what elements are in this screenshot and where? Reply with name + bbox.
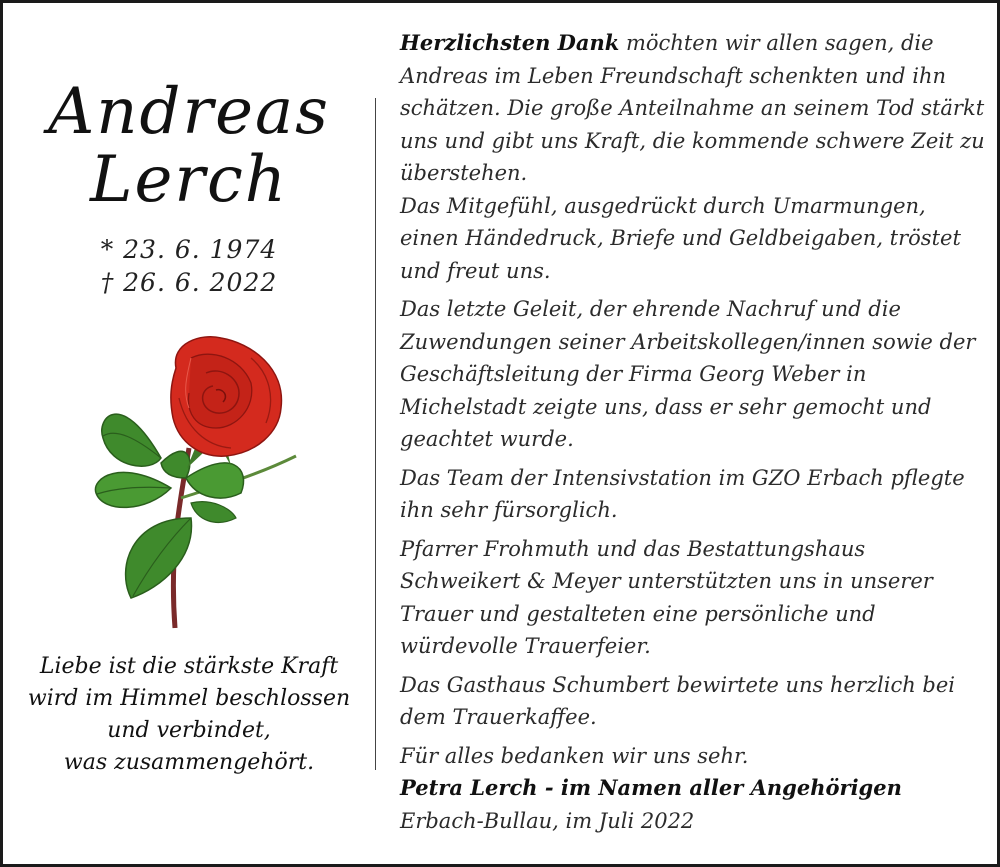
paragraph-sympathy: Das Mitgefühl, ausgedrückt durch Umarmungen, einen Händedruck, Briefe und Geldbeigaben, tröstet und freut uns.	[400, 193, 961, 283]
column-divider	[375, 98, 376, 770]
thanks-lead: Herzlichsten Dank	[400, 30, 620, 55]
thanks-text-rest: möchten wir allen sagen, die Andreas im Leben Freundschaft schenkten und ihn schätzen. Die große Anteilnahme an seinem Tod stärkt uns und gibt uns Kraft, die kommende schwere Zeit zu überstehen.	[400, 31, 985, 185]
red-rose-image	[91, 328, 306, 633]
left-column	[3, 3, 375, 864]
quote-line: und verbindet,	[107, 718, 271, 743]
place-date: Erbach-Bullau, im Juli 2022	[400, 808, 695, 833]
first-name: Andreas	[48, 75, 330, 149]
last-name: Lerch	[89, 143, 289, 217]
thanks-text	[400, 27, 990, 837]
quote-line: wird im Himmel beschlossen	[27, 686, 351, 711]
paragraph-final-thanks: Für alles bedanken wir uns sehr.	[400, 743, 749, 768]
paragraph-colleagues: Das letzte Geleit, der ehrende Nachruf und die Zuwendungen seiner Arbeitskollegen/innen sowie der Geschäftsleitung der Firma Georg Weber in Michelstadt zeigte uns, dass er sehr gemocht und geachtet wurde.	[400, 297, 976, 451]
death-date: † 26. 6. 2022	[100, 268, 278, 297]
quote-line: was zusammengehört.	[63, 750, 315, 775]
birth-date: * 23. 6. 1974	[100, 235, 278, 264]
paragraph-hospital: Das Team der Intensivstation im GZO Erbach pflegte ihn sehr fürsorglich.	[400, 465, 965, 522]
signature: Petra Lerch - im Namen aller Angehörigen	[400, 775, 902, 800]
paragraph-funeral: Pfarrer Frohmuth und das Bestattungshaus Schweikert & Meyer unterstützten uns in unserer Trauer und gestalteten eine persönliche und würdevolle Trauerfeier.	[400, 536, 933, 658]
paragraph-thanks	[400, 27, 990, 190]
quote	[3, 651, 375, 779]
paragraph-cafe: Das Gasthaus Schumbert bewirtete uns herzlich bei dem Trauerkaffee.	[400, 672, 956, 729]
quote-line: Liebe ist die stärkste Kraft	[39, 654, 339, 679]
life-dates	[3, 233, 375, 299]
